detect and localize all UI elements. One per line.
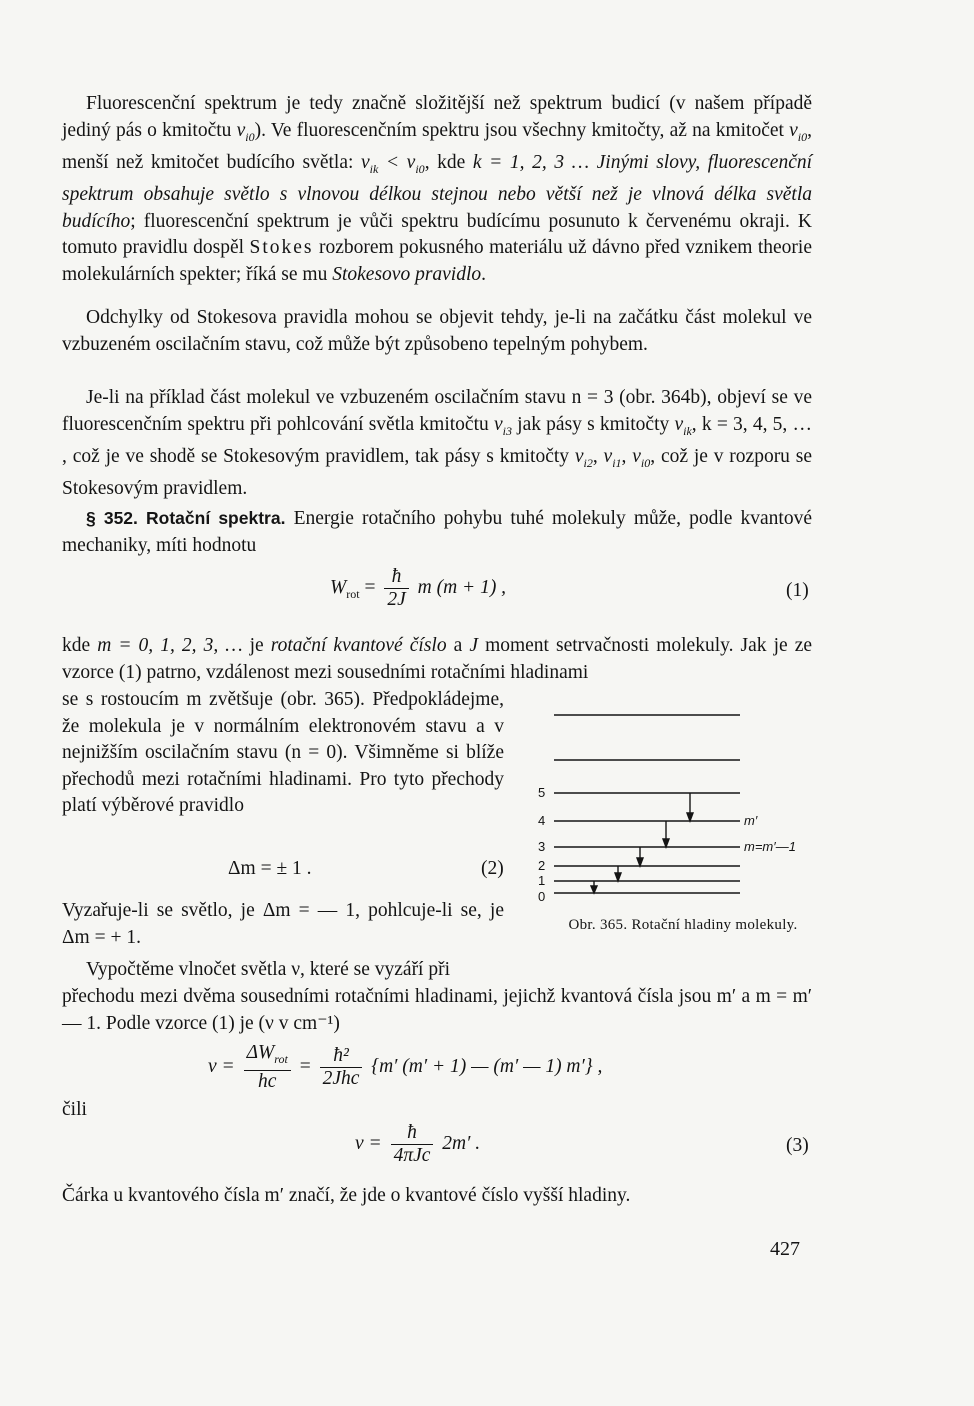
paragraph-quantum-number: kde m = 0, 1, 2, 3, … je rotační kvantové číslo a J moment setrvačnosti molekuly. Jak je ze vzorce (1) patrno, vzdálenost mezi sousedními rotačními hladinami — [62, 635, 812, 683]
upper-level-label: m′ — [744, 813, 758, 828]
page-number: 427 — [770, 1238, 800, 1260]
equation-1-number: (1) — [786, 580, 809, 601]
paragraph-transition: přechodu mezi dvěma sousedními rotačními hladinami, jejichž kvantová čísla jsou m′ a m = m′ — 1. Podle vzorce (1) je (ν v cm⁻¹) — [62, 986, 812, 1034]
word-cili: čili — [62, 1099, 87, 1120]
paragraph-deviations: Odchylky od Stokesova pravidla mohou se objevit tehdy, je-li na začátku část molekul ve vzbuzeném oscilačním stavu, což může být způsobeno tepelným pohybem. — [62, 307, 812, 355]
paragraph-wavenumber-intro: Vypočtěme vlnočet světla ν, které se vyzáří při — [86, 959, 451, 980]
equation-2-number: (2) — [481, 858, 504, 879]
paragraph-fluorescence: Fluorescenční spektrum je tedy značně složitější než spektrum budicí (v našem případě jediný pás o kmitočtu $\nu_{i0}$). Ve fluorescenčním spektru jsou všechny kmitočty, až na kmitočet $\nu_{i0}$, menší než kmitočet budícího světla: $\nu_{ik} < \nu_{i0}$, kde k = 1, 2, 3 … Jinými slovy, fluorescenční spektrum obsahuje světlo s vlnovou délkou stejnou nebo větší než je vlnová délka světla budícího; fluorescenční spektrum je vůči spektru budícímu posunuto k červenému okraji. K tomuto pravidlu dospěl Stokes rozborem pokusného materiálu už dávno před vznikem theorie molekulárních spekter; říká se mu Stokesovo pravidlo. — [62, 93, 813, 285]
equation-3-number: (3) — [786, 1135, 809, 1156]
level-label-4: 4 — [538, 813, 546, 828]
section-title: Rotační spektra. — [146, 508, 286, 528]
level-label-1: 1 — [538, 873, 546, 888]
paragraph-example: Je-li na příklad část molekul ve vzbuzeném oscilačním stavu n = 3 (obr. 364b), objeví se ve fluorescenčním spektru při pohlcování světla kmitočtu $\nu_{i3}$ jak pásy s kmitočty $\nu_{ik}$, k = 3, 4, 5, … , což je ve shodě se Stokesovým pravidlem, tak pásy s kmitočty $\nu_{i2}$, $\nu_{i1}$, $\nu_{i0}$, což je v rozporu se Stokesovým pravidlem. — [62, 387, 813, 500]
level-label-3: 3 — [538, 839, 546, 854]
paragraph-emission-absorption: Vyzařuje-li se světlo, je Δm = — 1, pohlcuje-li se, je Δm = + 1. — [62, 900, 504, 948]
level-label-2: 2 — [538, 858, 546, 873]
equation-2: Δm = ± 1 . — [228, 858, 312, 879]
figure-caption: Obr. 365. Rotační hladiny molekuly. — [568, 917, 798, 933]
rotational-level-diagram — [528, 705, 828, 915]
paragraph-selection-rule: se s rostoucím m zvětšuje (obr. 365). Předpokládejme, že molekula je v normálním elektronovém stavu a v nejnižším oscilačním stavu (n = 0). Všimněme si blíže přechodů mezi rotačními hladinami. Pro tyto přechody platí výběrové pravidlo — [62, 689, 504, 816]
equation-wavenumber: ν = $\frac{\Delta W_{rot}}{hc}$ = $\frac{\text{ħ²}}{\text{2Jhc}}$ {m′ (m′ + 1) — (m′ — 1) m′} , — [208, 1042, 603, 1092]
level-label-0: 0 — [538, 889, 546, 904]
equation-1: $W_{rot}$ = $\frac{ħ}{2J}$ m (m + 1) , — [330, 566, 507, 610]
final-sentence: Čárka u kvantového čísla m′ značí, že jde o kvantové číslo vyšší hladiny. — [62, 1185, 631, 1206]
level-label-5: 5 — [538, 785, 546, 800]
lower-level-label: m=m′—1 — [744, 839, 796, 854]
stokes-rule-statement: fluorescenční spektrum obsahuje světlo s vlnovou délkou stejnou nebo větší než je vlnová délka světla budícího — [62, 151, 813, 232]
section-number: § 352. — [86, 508, 138, 528]
section-352: § 352. Rotační spektra. Energie rotačního pohybu tuhé molekuly může, podle kvantové mechaniky, míti hodnotu — [62, 508, 812, 556]
equation-3: ν = $\frac{ħ}{\text{4πJc}}$ 2m′ . — [355, 1122, 481, 1166]
figure-365-rotational-levels — [528, 705, 828, 955]
